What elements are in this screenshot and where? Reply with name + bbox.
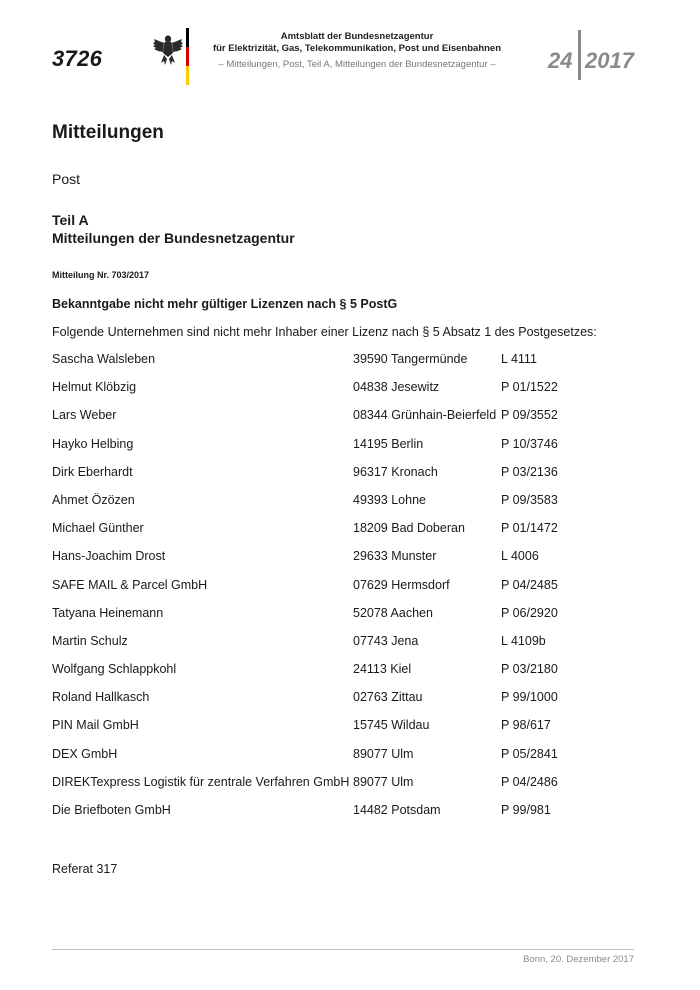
- company-name: Roland Hallkasch: [52, 690, 150, 705]
- license-number: P 99/1000: [501, 690, 558, 705]
- license-number: P 09/3552: [501, 408, 558, 423]
- company-name: Ahmet Özözen: [52, 492, 135, 507]
- company-name: Tatyana Heinemann: [52, 605, 164, 620]
- license-row: [52, 549, 652, 577]
- intro-text: Folgende Unternehmen sind nicht mehr Inhaber einer Lizenz nach § 5 Absatz 1 des Postgesetzes:: [52, 325, 597, 339]
- publication-title: Amtsblatt der Bundesnetzagentur: [280, 31, 434, 42]
- license-row: [52, 437, 652, 465]
- company-name: Helmut Klöbzig: [52, 380, 137, 395]
- publication-subtitle: für Elektrizität, Gas, Telekommunikation, Post und Eisenbahnen: [212, 43, 502, 54]
- license-row: [52, 352, 652, 380]
- flag-bar-gold: [186, 66, 189, 85]
- license-row: [52, 634, 652, 662]
- license-number: P 01/1522: [501, 380, 558, 395]
- license-row: [52, 380, 652, 408]
- referat: Referat 317: [52, 862, 118, 876]
- company-place: 96317 Kronach: [353, 464, 438, 479]
- license-number: P 05/2841: [501, 746, 558, 761]
- license-number: L 4111: [501, 352, 537, 366]
- license-number: P 04/2485: [501, 577, 558, 592]
- license-row: [52, 521, 652, 549]
- company-place: 52078 Aachen: [353, 605, 433, 620]
- company-name: Die Briefboten GmbH: [52, 803, 171, 817]
- footer-place-date: Bonn, 20. Dezember 2017: [523, 954, 634, 965]
- license-row: [52, 775, 652, 803]
- license-row: [52, 662, 652, 690]
- notice-heading: Bekanntgabe nicht mehr gültiger Lizenzen nach § 5 PostG: [52, 297, 398, 311]
- company-name: Hayko Helbing: [52, 436, 134, 451]
- section-subtitle: Post: [52, 171, 81, 187]
- license-row: [52, 493, 652, 521]
- section-title: Mitteilungen: [52, 122, 164, 143]
- issue-year: 2017: [585, 48, 634, 73]
- company-name: PIN Mail GmbH: [52, 718, 139, 733]
- license-number: P 01/1472: [501, 521, 558, 536]
- license-row: [52, 465, 652, 493]
- company-name: Hans-Joachim Drost: [52, 549, 166, 564]
- license-list: [52, 352, 652, 831]
- part-heading: [52, 211, 295, 247]
- license-number: P 99/981: [501, 803, 551, 817]
- company-place: 08344 Grünhain-Beierfeld: [353, 408, 497, 423]
- section-path: – Mitteilungen, Post, Teil A, Mitteilungen der Bundesnetzagentur –: [218, 59, 496, 70]
- company-place: 02763 Zittau: [353, 690, 423, 705]
- license-row: [52, 718, 652, 746]
- company-place: 14195 Berlin: [353, 436, 424, 451]
- license-number: L 4109b: [501, 633, 546, 648]
- company-name: DEX GmbH: [52, 746, 118, 761]
- license-number: P 06/2920: [501, 605, 558, 620]
- federal-eagle-icon: [152, 33, 184, 67]
- company-place: 18209 Bad Doberan: [353, 521, 465, 536]
- flag-bar-red: [186, 47, 189, 66]
- company-name: Dirk Eberhardt: [52, 464, 133, 479]
- license-number: P 98/617: [501, 718, 551, 733]
- company-name: DIREKTexpress Logistik für zentrale Verfahren GmbH: [52, 774, 350, 789]
- license-number: P 03/2136: [501, 464, 558, 479]
- license-row: [52, 606, 652, 634]
- license-number: P 10/3746: [501, 436, 558, 451]
- part-label: Teil A: [52, 212, 89, 228]
- license-row: [52, 747, 652, 775]
- company-place: 07743 Jena: [353, 633, 419, 648]
- license-row: [52, 690, 652, 718]
- flag-bar: [186, 28, 189, 84]
- company-place: 49393 Lohne: [353, 492, 426, 507]
- company-name: SAFE MAIL & Parcel GmbH: [52, 577, 208, 592]
- company-name: Wolfgang Schlappkohl: [52, 662, 177, 677]
- company-place: 89077 Ulm: [353, 746, 414, 761]
- company-place: 24113 Kiel: [353, 662, 412, 677]
- license-number: P 04/2486: [501, 774, 558, 789]
- flag-bar-black: [186, 28, 189, 47]
- company-place: 07629 Hermsdorf: [353, 577, 450, 592]
- notice-number: Mitteilung Nr. 703/2017: [52, 270, 150, 280]
- issue-divider: [578, 30, 581, 80]
- company-name: Sascha Walsleben: [52, 352, 156, 366]
- company-place: 15745 Wildau: [353, 718, 430, 733]
- company-place: 04838 Jesewitz: [353, 380, 440, 395]
- license-row: [52, 803, 652, 831]
- page-number: 3726: [52, 46, 103, 71]
- company-name: Lars Weber: [52, 408, 117, 423]
- issue-number: 24: [548, 48, 573, 73]
- license-row: [52, 408, 652, 436]
- license-row: [52, 578, 652, 606]
- part-title: Mitteilungen der Bundesnetzagentur: [52, 230, 295, 246]
- footer-divider: [52, 949, 634, 950]
- company-name: Michael Günther: [52, 521, 144, 536]
- license-number: P 03/2180: [501, 662, 558, 677]
- company-place: 14482 Potsdam: [353, 803, 441, 817]
- company-place: 89077 Ulm: [353, 774, 414, 789]
- company-place: 39590 Tangermünde: [353, 352, 468, 366]
- company-name: Martin Schulz: [52, 633, 128, 648]
- license-number: P 09/3583: [501, 492, 558, 507]
- license-number: L 4006: [501, 549, 539, 564]
- company-place: 29633 Munster: [353, 549, 437, 564]
